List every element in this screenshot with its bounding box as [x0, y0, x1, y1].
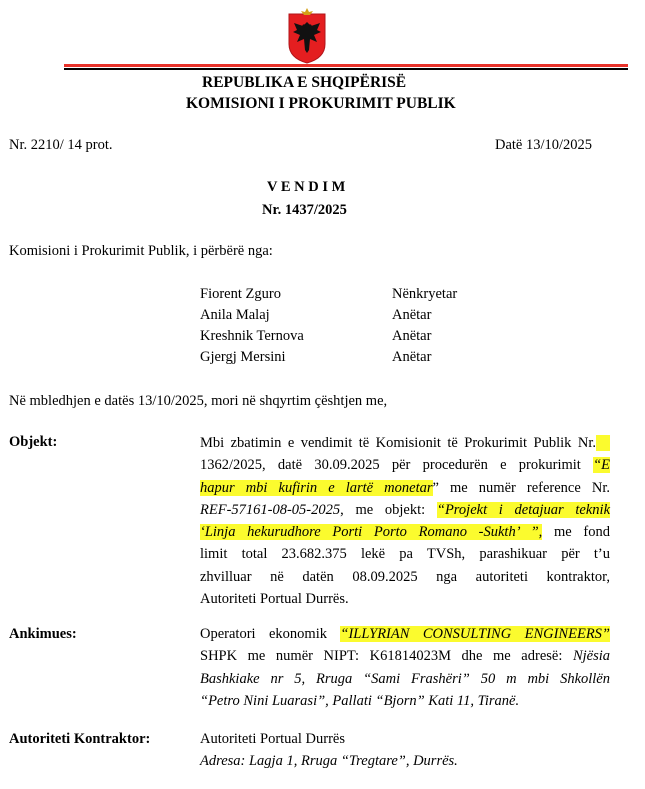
document-date: Datë 13/10/2025 — [495, 137, 593, 153]
member-role: Anëtar — [392, 328, 432, 344]
header-line2: KOMISIONI I PROKURIMIT PUBLIK — [186, 95, 456, 112]
decision-heading: V E N D I M — [267, 179, 346, 195]
protocol-number: Nr. 2210/ 14 prot. — [9, 137, 113, 153]
header-black-rule — [64, 68, 628, 70]
header-line1: REPUBLIKA E SHQIPËRISË — [202, 74, 407, 91]
objekt-paragraph: Mbi zbatimin e vendimit të Komisionit të Prokurimit Publik Nr. 1362/2025, datë 30.09.2025 për procedurën e prokurimit “E hapur mbi kufirin e lartë monetar” me numër reference Nr. REF-57161-08-05-2025, me objekt: “Projekt i detajuar teknik ‘Linja hekurudhore Porti Porto Romano -Sukth’ ”, me fond limit total 23.682.375 lekë pa TVSh, parashikuar për t’u zhvilluar në datën 08.09.2025 nga autoriteti kontraktor, Autoriteti Portual Durrës. — [200, 435, 610, 608]
member-name: Kreshnik Ternova — [200, 328, 304, 344]
autoriteti-address: Adresa: Lagja 1, Rruga “Tregtare”, Durrës. — [200, 753, 458, 769]
autoriteti-name: Autoriteti Portual Durrës — [200, 731, 345, 747]
member-name: Anila Malaj — [200, 307, 270, 323]
autoriteti-label: Autoriteti Kontraktor: — [9, 731, 151, 747]
meeting-text: Në mbledhjen e datës 13/10/2025, mori në shqyrtim çështjen me, — [9, 393, 388, 409]
member-role: Anëtar — [392, 349, 432, 365]
decision-number: Nr. 1437/2025 — [262, 202, 347, 218]
albanian-coat-of-arms-icon — [287, 6, 327, 64]
ankimues-label: Ankimues: — [9, 626, 77, 642]
intro-text: Komisioni i Prokurimit Publik, i përbërë nga: — [9, 243, 273, 259]
member-name: Gjergj Mersini — [200, 349, 286, 365]
member-name: Fiorent Zguro — [200, 286, 281, 302]
member-role: Anëtar — [392, 307, 432, 323]
header-red-rule — [64, 64, 628, 67]
member-role: Nënkryetar — [392, 286, 458, 302]
objekt-label: Objekt: — [9, 434, 58, 450]
ankimues-paragraph: Operatori ekonomik “ILLYRIAN CONSULTING ENGINEERS” SHPK me numër NIPT: K61814023M dhe me adresë: Njësia Bashkiake nr 5, Rruga “Sami Frashëri” 50 m mbi Shkollën “Petro Nini Luarasi”, Pallati “Bjorn” Kati 11, Tiranë. — [200, 626, 610, 709]
